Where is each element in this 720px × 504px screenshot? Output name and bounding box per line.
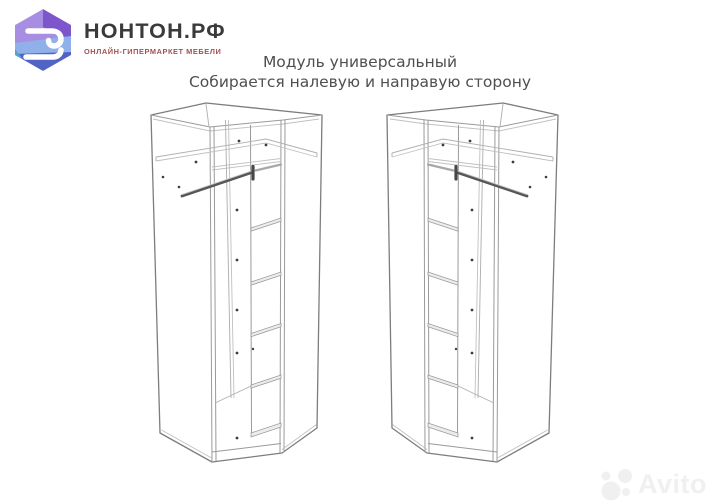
brand-tagline: ОНЛАЙН-ГИПЕРМАРКЕТ МЕБЕЛИ xyxy=(84,46,222,56)
brand-text-block xyxy=(84,20,226,56)
brand-name: НОНТОН.РФ xyxy=(84,19,226,43)
avito-watermark xyxy=(598,467,707,501)
wardrobe-drawing-left xyxy=(135,100,345,490)
caption-line-1: Модуль универсальный xyxy=(262,53,458,71)
wardrobe-drawing-right xyxy=(364,100,574,490)
caption-line-2: Собирается налевую и направую сторону xyxy=(188,72,532,91)
avito-watermark-text: Avito xyxy=(638,468,707,499)
avito-circles-icon xyxy=(598,467,636,501)
caption xyxy=(0,53,720,92)
